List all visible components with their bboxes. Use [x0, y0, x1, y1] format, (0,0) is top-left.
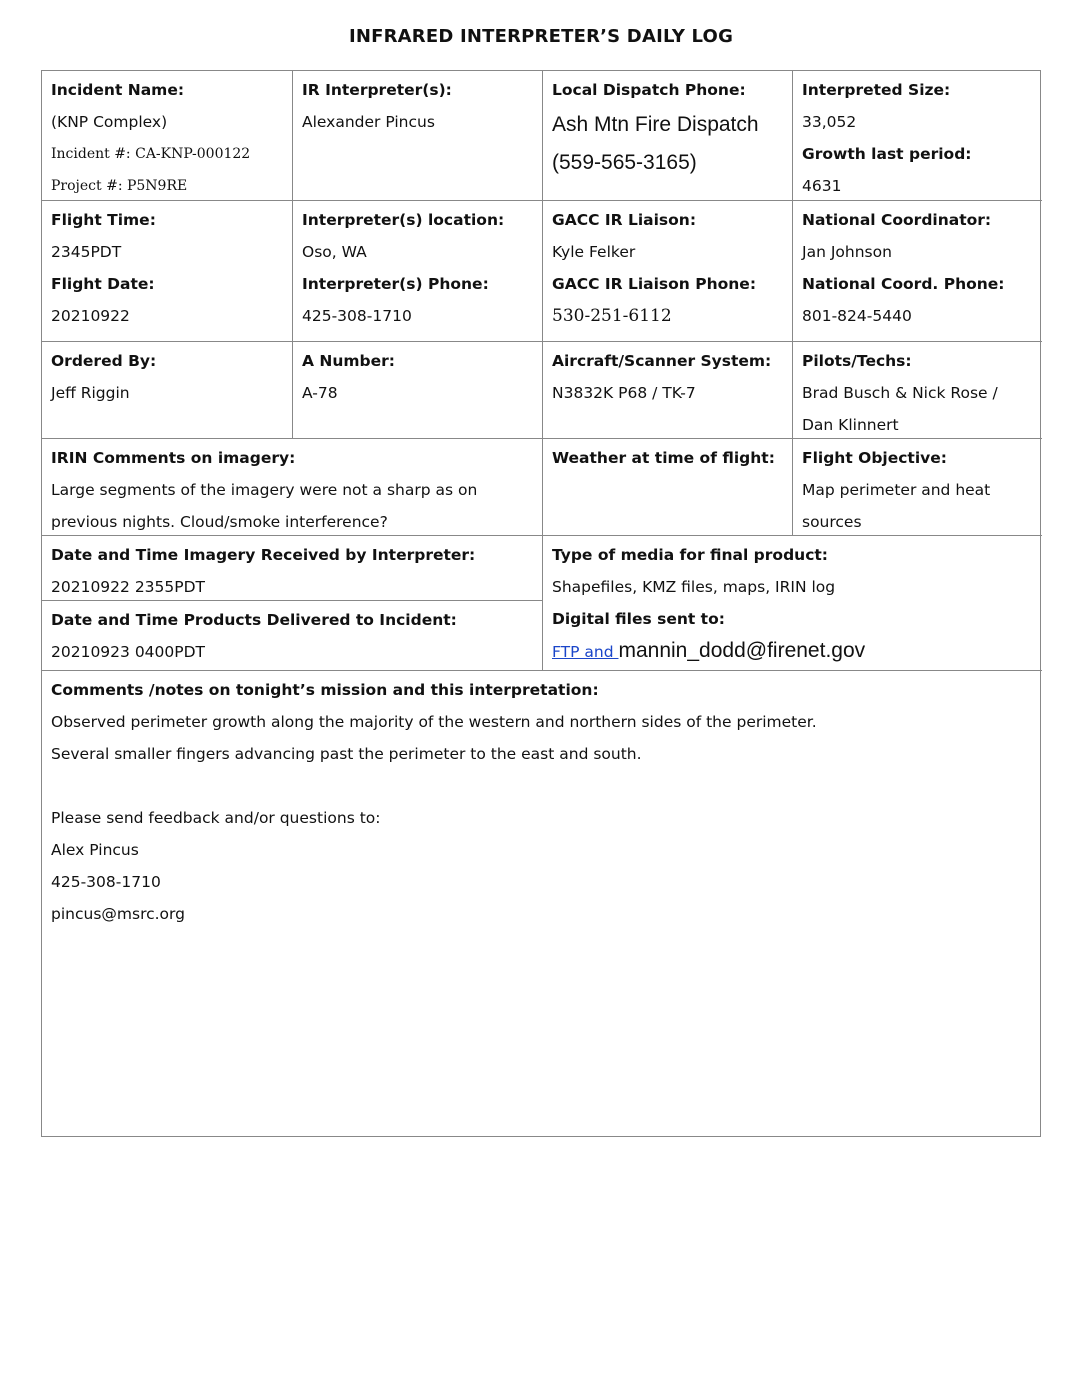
media-label: Type of media for final product:	[552, 546, 828, 564]
products-delivered-label: Date and Time Products Delivered to Incident:	[51, 611, 457, 629]
aircraft-cell	[542, 341, 792, 438]
comments-contact-phone: 425-308-1710	[51, 873, 161, 891]
flight-date-value: 20210922	[51, 307, 130, 325]
digital-files-label: Digital files sent to:	[552, 610, 725, 628]
growth-label: Growth last period:	[802, 145, 972, 163]
comments-feedback-line: Please send feedback and/or questions to:	[51, 809, 381, 827]
dispatch-cell	[542, 71, 792, 200]
interpreter-phone-value: 425-308-1710	[302, 307, 412, 325]
irin-comments-cell	[42, 438, 542, 535]
products-delivered-cell	[42, 600, 542, 670]
size-label: Interpreted Size:	[802, 81, 951, 99]
interpreter-location-value: Oso, WA	[302, 243, 367, 261]
ir-interpreter-label: IR Interpreter(s):	[302, 81, 452, 99]
ir-interpreter-cell	[292, 71, 542, 200]
media-value: Shapefiles, KMZ files, maps, IRIN log	[552, 578, 836, 596]
media-cell	[542, 535, 1042, 670]
flight-objective-cell	[792, 438, 1042, 535]
incident-name-label: Incident Name:	[51, 81, 185, 99]
flight-objective-label: Flight Objective:	[802, 449, 947, 467]
gacc-value: Kyle Felker	[552, 243, 636, 261]
flight-time-value: 2345PDT	[51, 243, 122, 261]
ir-interpreter-value: Alexander Pincus	[302, 113, 435, 131]
pilots-cell	[792, 341, 1042, 438]
comments-line1: Observed perimeter growth along the majority of the western and northern sides of the perimeter.	[51, 713, 817, 731]
irin-comments-label: IRIN Comments on imagery:	[51, 449, 296, 467]
gacc-phone-label: GACC IR Liaison Phone:	[552, 275, 757, 293]
imagery-received-label: Date and Time Imagery Received by Interpreter:	[51, 546, 476, 564]
size-cell	[792, 71, 1042, 200]
products-delivered-value: 20210923 0400PDT	[51, 643, 206, 661]
imagery-received-cell	[42, 535, 542, 600]
flight-objective-line1: Map perimeter and heat	[802, 481, 991, 499]
log-form	[41, 70, 1041, 1137]
dispatch-phone-value: (559-565-3165)	[552, 151, 697, 174]
comments-spacer	[51, 770, 1042, 802]
gacc-label: GACC IR Liaison:	[552, 211, 697, 229]
ordered-by-label: Ordered By:	[51, 352, 157, 370]
comments-label: Comments /notes on tonight’s mission and this interpretation:	[51, 681, 599, 699]
digital-email-value: mannin_dodd@firenet.gov	[618, 639, 866, 662]
national-phone-value: 801-824-5440	[802, 307, 912, 325]
comments-contact-name: Alex Pincus	[51, 841, 139, 859]
comments-cell	[42, 670, 1042, 1137]
a-number-cell	[292, 341, 542, 438]
weather-cell	[542, 438, 792, 535]
a-number-label: A Number:	[302, 352, 395, 370]
ordered-by-value: Jeff Riggin	[51, 384, 130, 402]
flight-time-label: Flight Time:	[51, 211, 156, 229]
flight-time-cell	[42, 200, 292, 341]
national-phone-label: National Coord. Phone:	[802, 275, 1005, 293]
dispatch-label: Local Dispatch Phone:	[552, 81, 746, 99]
pilots-value-line2: Dan Klinnert	[802, 416, 899, 434]
flight-date-label: Flight Date:	[51, 275, 155, 293]
incident-number-value: Incident #: CA-KNP-000122	[51, 146, 251, 162]
pilots-value-line1: Brad Busch & Nick Rose /	[802, 384, 998, 402]
dispatch-name-value: Ash Mtn Fire Dispatch	[552, 113, 759, 136]
ordered-by-cell	[42, 341, 292, 438]
aircraft-value: N3832K P68 / TK-7	[552, 384, 696, 402]
incident-name-value: (KNP Complex)	[51, 113, 168, 131]
aircraft-label: Aircraft/Scanner System:	[552, 352, 772, 370]
size-value: 33,052	[802, 113, 857, 131]
interpreter-phone-label: Interpreter(s) Phone:	[302, 275, 489, 293]
incident-name-cell	[42, 71, 292, 200]
national-coordinator-cell	[792, 200, 1042, 341]
gacc-phone-value: 530-251-6112	[552, 306, 672, 326]
gacc-cell	[542, 200, 792, 341]
ftp-link[interactable]: FTP and	[552, 643, 619, 661]
pilots-label: Pilots/Techs:	[802, 352, 912, 370]
flight-objective-line2: sources	[802, 513, 862, 531]
page-title: INFRARED INTERPRETER’S DAILY LOG	[348, 26, 734, 47]
irin-comments-line1: Large segments of the imagery were not a sharp as on	[51, 481, 478, 499]
comments-contact-email: pincus@msrc.org	[51, 905, 185, 923]
interpreter-location-label: Interpreter(s) location:	[302, 211, 505, 229]
a-number-value: A-78	[302, 384, 338, 402]
growth-value: 4631	[802, 177, 842, 195]
interpreter-location-cell	[292, 200, 542, 341]
national-coordinator-label: National Coordinator:	[802, 211, 992, 229]
imagery-received-value: 20210922 2355PDT	[51, 578, 206, 596]
weather-label: Weather at time of flight:	[552, 449, 775, 467]
project-number-value: Project #: P5N9RE	[51, 178, 188, 194]
comments-line2: Several smaller fingers advancing past the perimeter to the east and south.	[51, 745, 642, 763]
irin-comments-line2: previous nights. Cloud/smoke interference?	[51, 513, 388, 531]
national-coordinator-value: Jan Johnson	[802, 243, 892, 261]
